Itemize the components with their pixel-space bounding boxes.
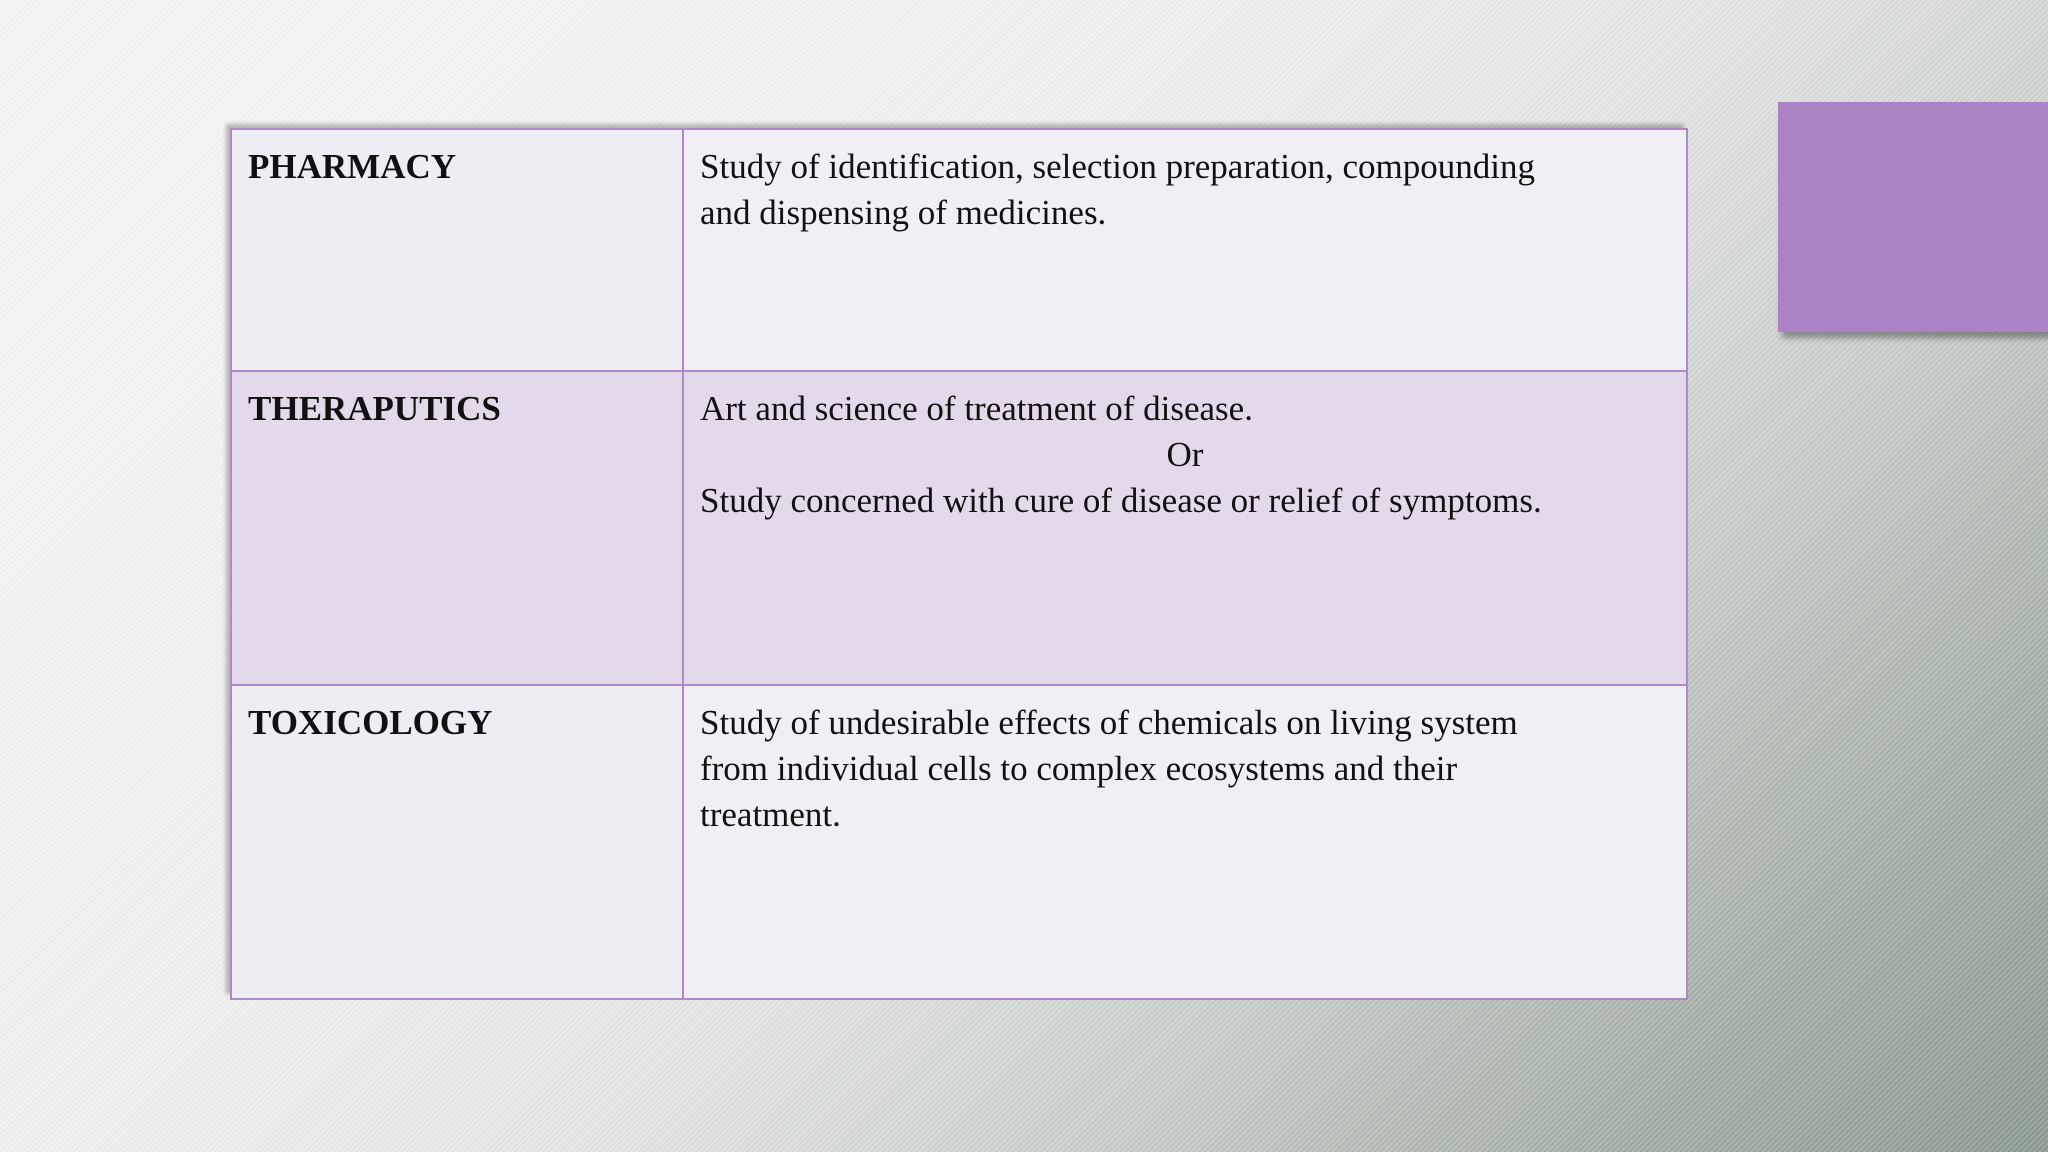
definition-cell	[683, 371, 1687, 685]
table-row	[231, 685, 1687, 999]
definitions-table-container	[230, 128, 1688, 998]
definition-line: treatment.	[700, 795, 841, 834]
term-label: PHARMACY	[248, 147, 457, 186]
table-row	[231, 129, 1687, 371]
definition-line: Study concerned with cure of disease or relief of symptoms.	[700, 481, 1542, 520]
definition-separator: Or	[1166, 435, 1204, 474]
term-label: TOXICOLOGY	[248, 703, 493, 742]
definition-line: and dispensing of medicines.	[700, 193, 1107, 232]
table-row	[231, 371, 1687, 685]
definition-line: Study of identification, selection preparation, compounding	[700, 147, 1535, 186]
term-cell	[231, 371, 683, 685]
definition-line: from individual cells to complex ecosystems and their	[700, 749, 1458, 788]
term-cell	[231, 685, 683, 999]
accent-block	[1778, 102, 2048, 332]
term-cell	[231, 129, 683, 371]
term-label: THERAPUTICS	[248, 389, 501, 428]
definition-cell	[683, 685, 1687, 999]
definition-line: Art and science of treatment of disease.	[700, 389, 1253, 428]
definition-cell	[683, 129, 1687, 371]
definitions-table	[230, 128, 1688, 1000]
definition-line: Study of undesirable effects of chemicals on living system	[700, 703, 1518, 742]
